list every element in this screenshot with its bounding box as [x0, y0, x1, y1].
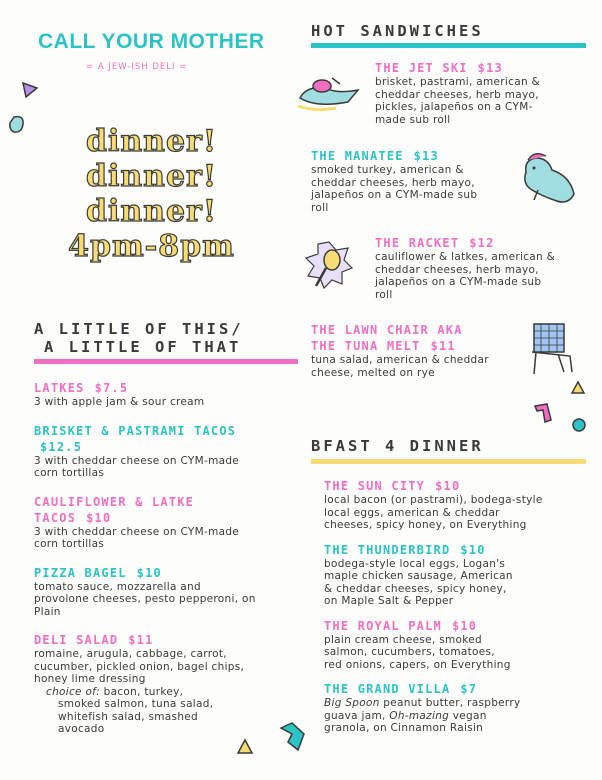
item-desc: maple chicken sausage, American: [324, 570, 513, 582]
item-desc: made sub roll: [375, 113, 451, 126]
item-desc: cauliflower & latkes, american &: [375, 251, 556, 263]
item-name: THE MANATEE: [311, 149, 404, 163]
section-title-bfast: BFAST 4 DINNER: [311, 437, 484, 455]
menu-item-sun-city: [324, 478, 594, 532]
item-name: THE RACKET: [375, 236, 460, 250]
item-desc: 3 with apple jam & sour cream: [34, 396, 205, 408]
item-title: [375, 235, 590, 251]
item-price: $7.5: [94, 381, 129, 395]
item-desc: cheddar cheeses, herb mayo,: [375, 263, 539, 276]
item-title: [324, 681, 594, 697]
item-price: $7: [460, 682, 478, 696]
item-desc: granola, on Cinnamon Raisin: [324, 722, 484, 734]
item-desc: on Maple Salt & Pepper: [324, 595, 454, 607]
menu-item-brisket-tacos: [34, 423, 304, 480]
item-price: $10: [451, 618, 478, 633]
left-menu-list: [34, 380, 304, 736]
menu-item-pizza-bagel: [34, 565, 304, 619]
item-desc: tomato sauce, mozzarella and: [34, 580, 201, 593]
item-title: [324, 478, 594, 494]
section-title-line2: A LITTLE OF THAT: [44, 338, 242, 356]
hero-text: [34, 124, 269, 264]
menu-item-deli-salad: [34, 632, 304, 736]
brand-name: CALL YOUR MOTHER: [38, 30, 265, 53]
pebble-decoration-icon: [8, 114, 28, 136]
section-underline: [311, 43, 586, 48]
item-choice: smoked salmon, tuna salad,: [58, 698, 214, 710]
item-name: THE GRAND VILLA: [324, 682, 451, 696]
item-price: $12: [469, 236, 495, 250]
item-name: BRISKET & PASTRAMI TACOS: [34, 423, 237, 438]
item-desc: pickles, jalapeños on a CYM-: [375, 101, 533, 113]
section-underline: [34, 359, 298, 364]
item-price: $13: [477, 61, 503, 75]
menu-item-jet-ski: [375, 60, 590, 126]
menu-item-lawn-chair: [311, 322, 521, 379]
triangle-decoration-icon: [20, 80, 40, 100]
item-choice: avocado: [58, 723, 105, 735]
item-choice: [34, 686, 304, 699]
section-title-little: [34, 320, 244, 356]
item-desc: 3 with cheddar cheese on CYM-made: [34, 525, 240, 538]
zigzag-decoration-icon: [533, 402, 553, 424]
jet-ski-icon: [296, 72, 362, 112]
hero-line: dinner!: [85, 124, 218, 159]
desc-text: peanut butter, raspberry: [379, 697, 521, 709]
item-desc: 3 with cheddar cheese on CYM-made: [34, 454, 240, 467]
item-name: PIZZA BAGEL: [34, 565, 127, 580]
menu-item-racket: [375, 235, 590, 301]
desc-text: vegan: [449, 709, 487, 722]
item-desc: cheese, melted on rye: [311, 366, 435, 379]
item-desc: tuna salad, american & cheddar: [311, 354, 489, 366]
menu-item-latkes: [34, 380, 304, 409]
item-desc: salmon, cucumbers, tomatoes,: [324, 646, 495, 658]
item-desc: plain cream cheese, smoked: [324, 633, 482, 646]
item-name: THE ROYAL PALM: [324, 618, 442, 633]
item-title: [324, 618, 594, 634]
triangle-decoration-icon: [570, 380, 586, 396]
item-desc: cheddar cheeses, herb mayo,: [375, 88, 539, 101]
section-underline: [311, 459, 586, 464]
item-desc: cheeses, spicy honey, on Everything: [324, 519, 527, 531]
lawn-chair-icon: [528, 322, 578, 378]
item-price: $10: [435, 479, 461, 493]
item-title: [311, 148, 521, 164]
item-name: THE LAWN CHAIR AKA: [311, 323, 463, 337]
item-desc: brisket, pastrami, american &: [375, 76, 541, 88]
item-name: TACOS: [34, 510, 77, 525]
item-price: $11: [430, 339, 456, 353]
item-desc: jalapeños on a CYM-made sub: [311, 189, 478, 201]
zigzag-decoration-icon: [278, 720, 308, 754]
item-name: LATKES: [34, 381, 85, 395]
item-title: [324, 542, 594, 558]
item-price: $12.5: [40, 439, 83, 454]
item-title: [375, 60, 590, 76]
item-name: CAULIFLOWER & LATKE: [34, 494, 195, 509]
hero-line: dinner!: [85, 159, 218, 194]
circle-decoration-icon: [570, 416, 588, 434]
item-title: [34, 380, 304, 396]
choice-label: choice of:: [46, 685, 100, 698]
item-name: DELI SALAD: [34, 633, 119, 647]
bfast-menu-list: [324, 478, 594, 735]
menu-item-grand-villa: [324, 681, 594, 735]
desc-text: guava jam,: [324, 709, 390, 722]
item-name: THE SUN CITY: [324, 479, 426, 493]
section-title-line1: A LITTLE OF THIS/: [34, 320, 244, 338]
item-name: THE TUNA MELT: [311, 339, 421, 353]
choice-text: bacon, turkey,: [103, 685, 184, 698]
hero-hours: 4pm-8pm: [68, 229, 235, 264]
item-desc: romaine, arugula, cabbage, carrot,: [34, 648, 227, 660]
item-desc: jalapeños on a CYM-made sub: [375, 276, 542, 288]
section-title-hot-sandwiches: HOT SANDWICHES: [311, 22, 484, 40]
item-desc: local eggs, american & cheddar: [324, 506, 500, 519]
item-desc: local bacon (or pastrami), bodega-style: [324, 494, 543, 506]
item-desc: honey lime dressing: [34, 673, 146, 685]
item-title: [34, 632, 304, 648]
item-name: THE THUNDERBIRD: [324, 542, 451, 557]
triangle-decoration-icon: [236, 738, 254, 756]
item-desc: [324, 697, 594, 710]
item-price: $10: [136, 565, 162, 580]
brand-italic: Oh-mazing: [389, 709, 450, 722]
menu-item-manatee: [311, 148, 521, 214]
item-title: [34, 510, 304, 526]
item-desc: corn tortillas: [34, 467, 105, 479]
item-desc: Plain: [34, 605, 61, 618]
item-price: $13: [413, 149, 439, 163]
item-desc: bodega-style local eggs, Logan's: [324, 557, 506, 570]
item-desc: provolone cheeses, pesto pepperoni, on: [34, 593, 256, 605]
manatee-icon: [518, 150, 580, 210]
item-price: $11: [128, 633, 154, 647]
menu-item-cauliflower-tacos: [34, 494, 304, 551]
brand-tagline: = A JEW-ISH DELI =: [86, 62, 188, 72]
item-desc: & cheddar cheeses, spicy honey,: [324, 582, 507, 595]
item-price: $10: [86, 510, 112, 525]
item-desc: smoked turkey, american &: [311, 164, 464, 176]
racket-icon: [304, 240, 354, 296]
item-price: $10: [460, 542, 486, 557]
item-desc: cucumber, pickled onion, bagel chips,: [34, 660, 245, 673]
item-desc: [324, 710, 594, 723]
item-desc: roll: [375, 288, 393, 301]
menu-item-royal-palm: [324, 618, 594, 672]
item-name: THE JET SKI: [375, 61, 468, 75]
brand-italic: Big Spoon: [324, 697, 380, 709]
menu-item-thunderbird: [324, 542, 594, 608]
item-choice: whitefish salad, smashed: [58, 710, 198, 723]
hero-line: dinner!: [85, 194, 218, 229]
item-desc: corn tortillas: [34, 538, 105, 550]
item-desc: red onions, capers, on Everything: [324, 658, 511, 671]
item-desc: roll: [311, 201, 329, 214]
item-desc: cheddar cheeses, herb mayo,: [311, 176, 475, 189]
item-title: [34, 565, 304, 581]
item-title: [311, 338, 521, 354]
